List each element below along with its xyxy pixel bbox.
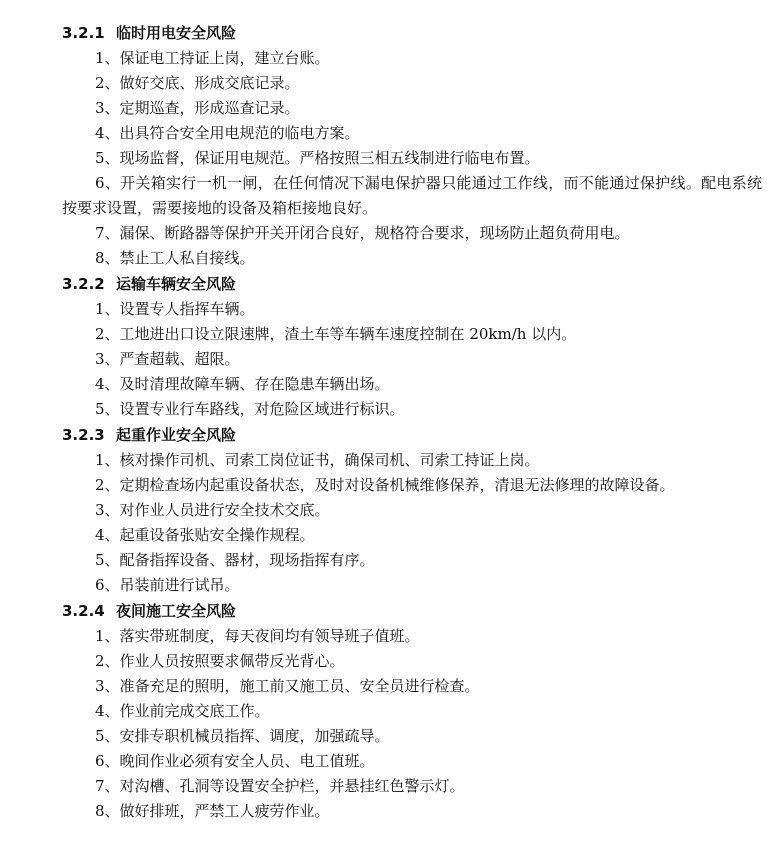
list-item: 4、起重设备张贴安全操作规程。 xyxy=(95,526,315,544)
section-lifting-operations xyxy=(62,422,762,598)
section-transport-vehicles xyxy=(62,271,762,422)
list-item: 7、漏保、断路器等保护开关开闭合良好，规格符合要求，现场防止超负荷用电。 xyxy=(95,224,630,242)
section-heading xyxy=(62,20,762,46)
section-night-construction xyxy=(62,598,762,824)
list-item: 7、对沟槽、孔洞等设置安全护栏，并悬挂红色警示灯。 xyxy=(95,777,465,795)
list-item: 4、作业前完成交底工作。 xyxy=(95,702,270,720)
list-item: 6、开关箱实行一机一闸，在任何情况下漏电保护器只能通过工作线，而不能通过保护线。配电系统按要求设置，需要接地的设备及箱柜接地良好。 xyxy=(62,174,762,217)
list-item: 8、做好排班，严禁工人疲劳作业。 xyxy=(95,802,330,820)
section-number: 3.2.1 xyxy=(62,24,105,42)
list-item: 5、安排专职机械员指挥、调度，加强疏导。 xyxy=(95,727,390,745)
list-item: 4、及时清理故障车辆、存在隐患车辆出场。 xyxy=(95,375,390,393)
list-item: 3、严查超载、超限。 xyxy=(95,350,240,368)
list-item: 3、定期巡查，形成巡查记录。 xyxy=(95,99,300,117)
section-temporary-electricity xyxy=(62,20,762,271)
section-title: 临时用电安全风险 xyxy=(116,24,237,42)
list-item: 8、禁止工人私自接线。 xyxy=(95,249,255,267)
list-item: 1、设置专人指挥车辆。 xyxy=(95,300,255,318)
list-item: 5、设置专业行车路线，对危险区域进行标识。 xyxy=(95,400,405,418)
list-item: 2、定期检查场内起重设备状态，及时对设备机械维修保养，清退无法修理的故障设备。 xyxy=(95,476,675,494)
section-heading xyxy=(62,422,762,448)
section-title: 运输车辆安全风险 xyxy=(116,275,237,293)
list-item: 1、保证电工持证上岗，建立台账。 xyxy=(95,49,330,67)
list-item: 2、作业人员按照要求佩带反光背心。 xyxy=(95,652,345,670)
section-title: 夜间施工安全风险 xyxy=(116,602,237,620)
section-number: 3.2.2 xyxy=(62,275,105,293)
section-number: 3.2.4 xyxy=(62,602,105,620)
section-number: 3.2.3 xyxy=(62,426,105,444)
list-item: 5、现场监督，保证用电规范。严格按照三相五线制进行临电布置。 xyxy=(95,149,540,167)
list-item: 2、做好交底、形成交底记录。 xyxy=(95,74,300,92)
list-item: 2、工地进出口设立限速牌，渣土车等车辆车速度控制在 20km/h 以内。 xyxy=(95,325,577,343)
list-item: 5、配备指挥设备、器材，现场指挥有序。 xyxy=(95,551,375,569)
document-page xyxy=(62,20,762,824)
section-heading xyxy=(62,271,762,297)
list-item: 3、对作业人员进行安全技术交底。 xyxy=(95,501,330,519)
list-item: 6、晚间作业必须有安全人员、电工值班。 xyxy=(95,752,375,770)
list-item: 1、落实带班制度，每天夜间均有领导班子值班。 xyxy=(95,627,420,645)
section-heading xyxy=(62,598,762,624)
list-item: 1、核对操作司机、司索工岗位证书，确保司机、司索工持证上岗。 xyxy=(95,451,540,469)
section-title: 起重作业安全风险 xyxy=(116,426,237,444)
list-item: 6、吊装前进行试吊。 xyxy=(95,576,240,594)
list-item: 4、出具符合安全用电规范的临电方案。 xyxy=(95,124,360,142)
list-item: 3、准备充足的照明，施工前又施工员、安全员进行检查。 xyxy=(95,677,480,695)
